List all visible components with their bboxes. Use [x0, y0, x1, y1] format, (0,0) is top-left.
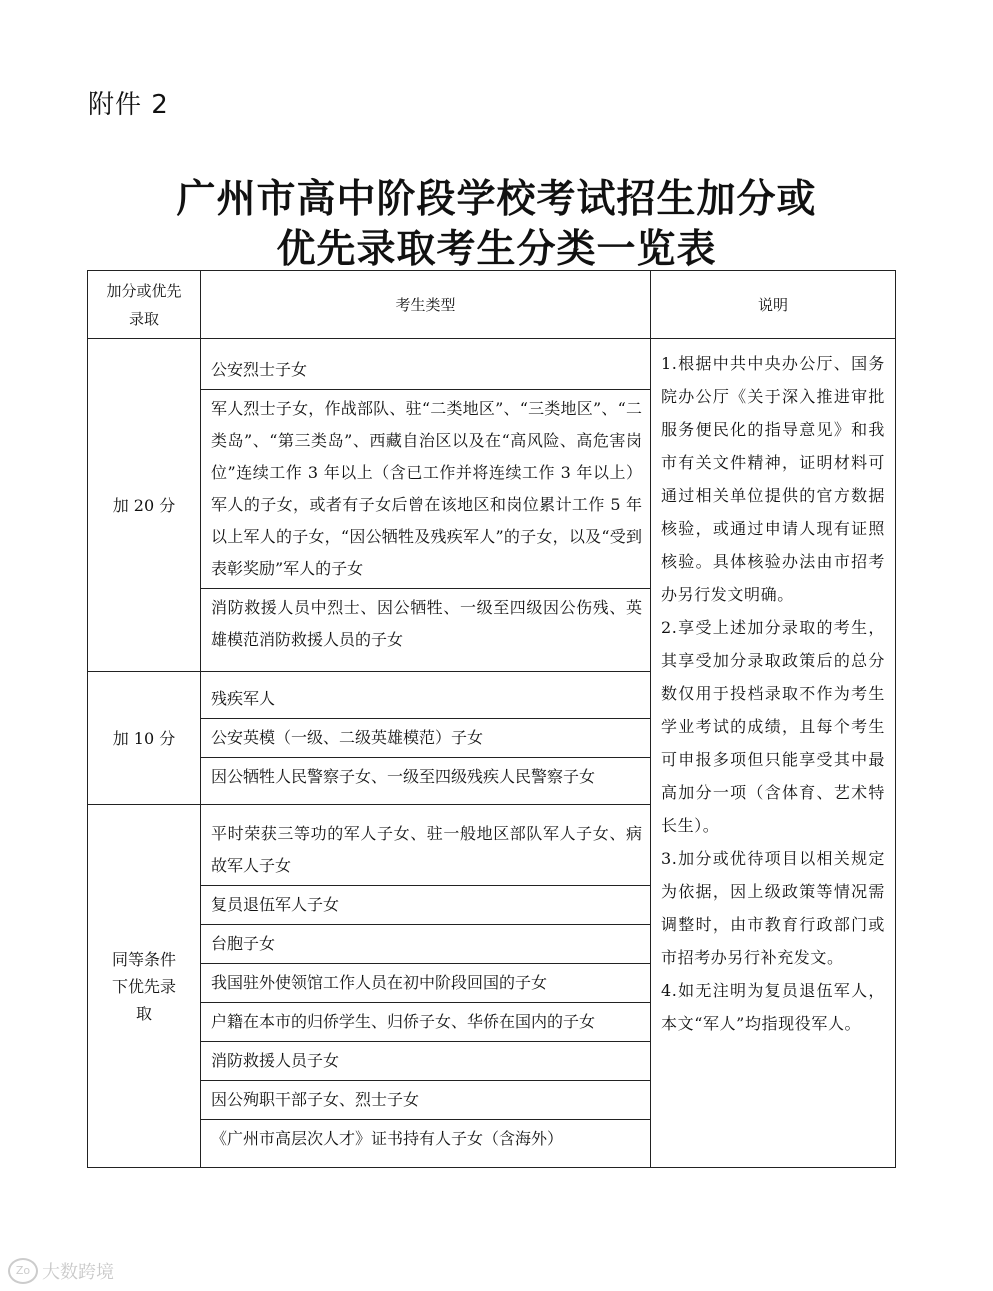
items-priority — [201, 805, 651, 1168]
watermark — [8, 1258, 114, 1284]
watermark-logo-icon: Zo — [8, 1258, 38, 1284]
list-item: 因公殉职干部子女、烈士子女 — [201, 1080, 650, 1119]
note-paragraph: 1.根据中共中央办公厅、国务院办公厅《关于深入推进审批服务便民化的指导意见》和我市有关文件精神，证明材料可通过相关单位提供的官方数据核验，或通过申请人现有证照核验。具体核验办法由市招考办另行发文明确。 — [661, 354, 885, 604]
list-item: 我国驻外使领馆工作人员在初中阶段回国的子女 — [201, 963, 650, 1002]
header-note: 说明 — [651, 271, 896, 339]
note-paragraph: 3.加分或优待项目以相关规定为依据，因上级政策等情况需调整时，由市教育行政部门或市招考办另行补充发文。 — [661, 849, 885, 967]
table-row — [88, 339, 896, 672]
watermark-text: 大数跨境 — [42, 1262, 114, 1283]
header-category: 加分或优先录取 — [88, 271, 201, 339]
list-item: 《广州市高层次人才》证书持有人子女（含海外） — [211, 1128, 564, 1148]
note-paragraph: 4.如无注明为复员退伍军人，本文“军人”均指现役军人。 — [661, 981, 885, 1033]
list-item: 公安烈士子女 — [201, 351, 650, 390]
list-item: 残疾军人 — [201, 680, 650, 719]
document-title-line-2: 优先录取考生分类一览表 — [276, 227, 717, 272]
bonus-category-table — [87, 270, 896, 1168]
table-header-row — [88, 271, 896, 339]
document-title-line-1: 广州市高中阶段学校考试招生加分或 — [176, 177, 817, 222]
list-item: 因公牺牲人民警察子女、一级至四级残疾人民警察子女 — [211, 767, 596, 786]
list-item: 军人烈士子女，作战部队、驻“二类地区”、“三类地区”、“二类岛”、“第三类岛”、西藏自治区以及在“高风险、高危害岗位”连续工作 3 年以上（含已工作并将连续工作 3 年以上）军人的子女，或者有子女后曾在该地区和岗位累计工作 5 年以上军人的子女，“因公牺牲及残疾军人”的子女，以及“受到表彰奖励”军人的子女 — [201, 390, 650, 589]
items-plus-10 — [201, 672, 651, 805]
list-item: 复员退伍军人子女 — [201, 885, 650, 924]
items-plus-20 — [201, 339, 651, 672]
list-item: 消防救援人员子女 — [201, 1041, 650, 1080]
category-plus-10: 加 10 分 — [88, 672, 201, 805]
list-item: 台胞子女 — [201, 924, 650, 963]
list-item: 消防救援人员中烈士、因公牺牲、一级至四级因公伤残、英雄模范消防救援人员的子女 — [211, 598, 642, 649]
header-type: 考生类型 — [201, 271, 651, 339]
category-priority: 同等条件下优先录取 — [88, 805, 201, 1168]
list-item: 平时荣获三等功的军人子女、驻一般地区部队军人子女、病故军人子女 — [201, 815, 650, 886]
list-item: 户籍在本市的归侨学生、归侨子女、华侨在国内的子女 — [201, 1002, 650, 1041]
note-paragraph: 2.享受上述加分录取的考生，其享受加分录取政策后的总分数仅用于投档录取不作为考生学业考试的成绩，且每个考生可申报多项但只能享受其中最高加分一项（含体育、艺术特长生）。 — [661, 618, 885, 835]
list-item: 公安英模（一级、二级英雄模范）子女 — [201, 719, 650, 758]
category-plus-20: 加 20 分 — [88, 339, 201, 672]
notes-cell — [651, 339, 896, 1168]
attachment-label: 附件 2 — [88, 90, 169, 120]
